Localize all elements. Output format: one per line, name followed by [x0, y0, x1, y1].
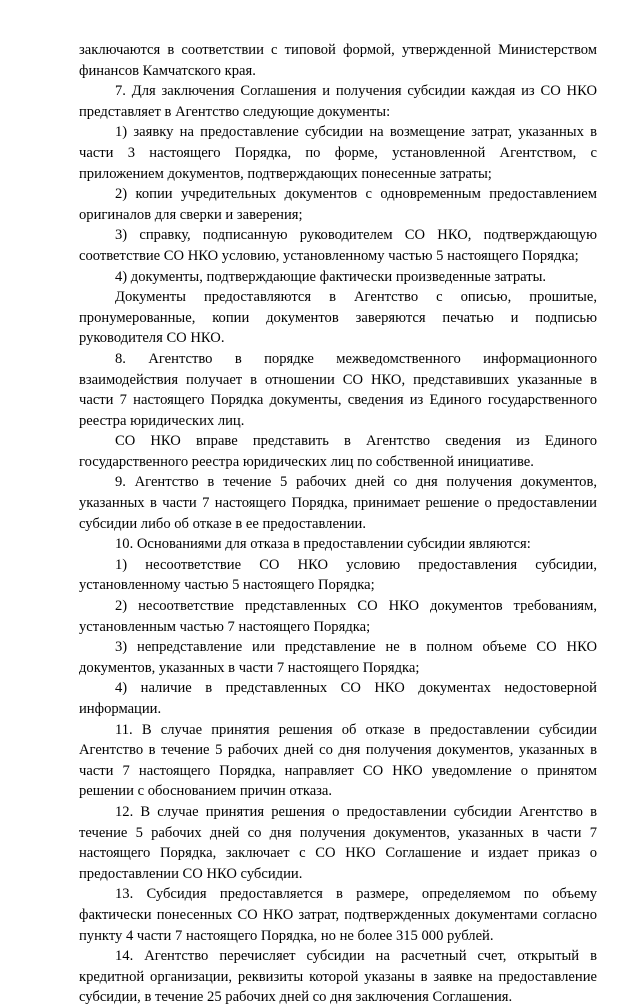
- paragraph-documents-submission: Документы предоставляются в Агентство с описью, прошитые, пронумерованные, копии документов заверяются печатью и подписью руководителя СО НКО.: [79, 289, 597, 347]
- document-page: [79, 40, 597, 1008]
- paragraph-item-8: 8. Агентство в порядке межведомственного информационного взаимодействия получает в отношении СО НКО, представивших указанные в части 7 настоящего Порядка документы, сведения из Единого государственного реестра юридических лиц.: [79, 350, 597, 429]
- paragraph-item-10-4: 4) наличие в представленных СО НКО документах недостоверной информации.: [79, 680, 597, 717]
- paragraph-item-10-1: 1) несоответствие СО НКО условию предоставления субсидии, установленному частью 5 настоящего Порядка;: [79, 556, 597, 594]
- paragraph-item-7-1: 1) заявку на предоставление субсидии на возмещение затрат, указанных в части 3 настоящего Порядка, по форме, установленной Агентством, с приложением документов, подтверждающих понесенные затраты;: [79, 124, 597, 182]
- paragraph-continuation: заключаются в соответствии с типовой формой, утвержденной Министерством финансов Камчатского края.: [79, 42, 597, 79]
- paragraph-item-8-initiative: СО НКО вправе представить в Агентство сведения из Единого государственного реестра юридических лиц по собственной инициативе.: [79, 433, 597, 470]
- paragraph-item-10-2: 2) несоответствие представленных СО НКО документов требованиям, установленным частью 7 настоящего Порядка;: [79, 598, 597, 635]
- paragraph-item-14: 14. Агентство перечисляет субсидии на расчетный счет, открытый в кредитной организации, реквизиты которой указаны в заявке на предоставление субсидии, в течение 25 рабочих дней со дня заключения Соглашения.: [79, 948, 597, 1006]
- paragraph-item-10: 10. Основаниями для отказа в предоставлении субсидии являются:: [115, 536, 531, 553]
- paragraph-item-12: 12. В случае принятия решения о предоставлении субсидии Агентство в течение 5 рабочих дней со дня получения документов, указанных в части 7 настоящего Порядка, заключает с СО НКО Соглашение и издает приказ о предоставлении СО НКО субсидии.: [79, 803, 597, 882]
- paragraph-item-11: 11. В случае принятия решения об отказе в предоставлении субсидии Агентство в течение 5 рабочих дней со дня получения документов, указанных в части 7 настоящего Порядка, направляет СО НКО уведомление о принятом решении с обоснованием причин отказа.: [79, 721, 597, 800]
- paragraph-item-7: 7. Для заключения Соглашения и получения субсидии каждая из СО НКО представляет в Агентство следующие документы:: [79, 83, 597, 120]
- paragraph-item-10-3: 3) непредставление или представление не в полном объеме СО НКО документов, указанных в части 7 настоящего Порядка;: [79, 639, 597, 676]
- paragraph-item-7-2: 2) копии учредительных документов с одновременным предоставлением оригиналов для сверки и заверения;: [79, 186, 597, 223]
- paragraph-item-7-3: 3) справку, подписанную руководителем СО НКО, подтверждающую соответствие СО НКО условию, установленному частью 5 настоящего Порядка;: [79, 227, 597, 264]
- paragraph-item-9: 9. Агентство в течение 5 рабочих дней со дня получения документов, указанных в части 7 настоящего Порядка, принимает решение о предоставлении субсидии либо об отказе в ее предоставлении.: [79, 474, 597, 532]
- paragraph-item-7-4: 4) документы, подтверждающие фактически произведенные затраты.: [115, 268, 547, 285]
- paragraph-item-13: 13. Субсидия предоставляется в размере, определяемом по объему фактически понесенных СО НКО затрат, подтвержденных документами согласно пункту 4 части 7 настоящего Порядка, но не более 315 000 рублей.: [79, 886, 597, 944]
